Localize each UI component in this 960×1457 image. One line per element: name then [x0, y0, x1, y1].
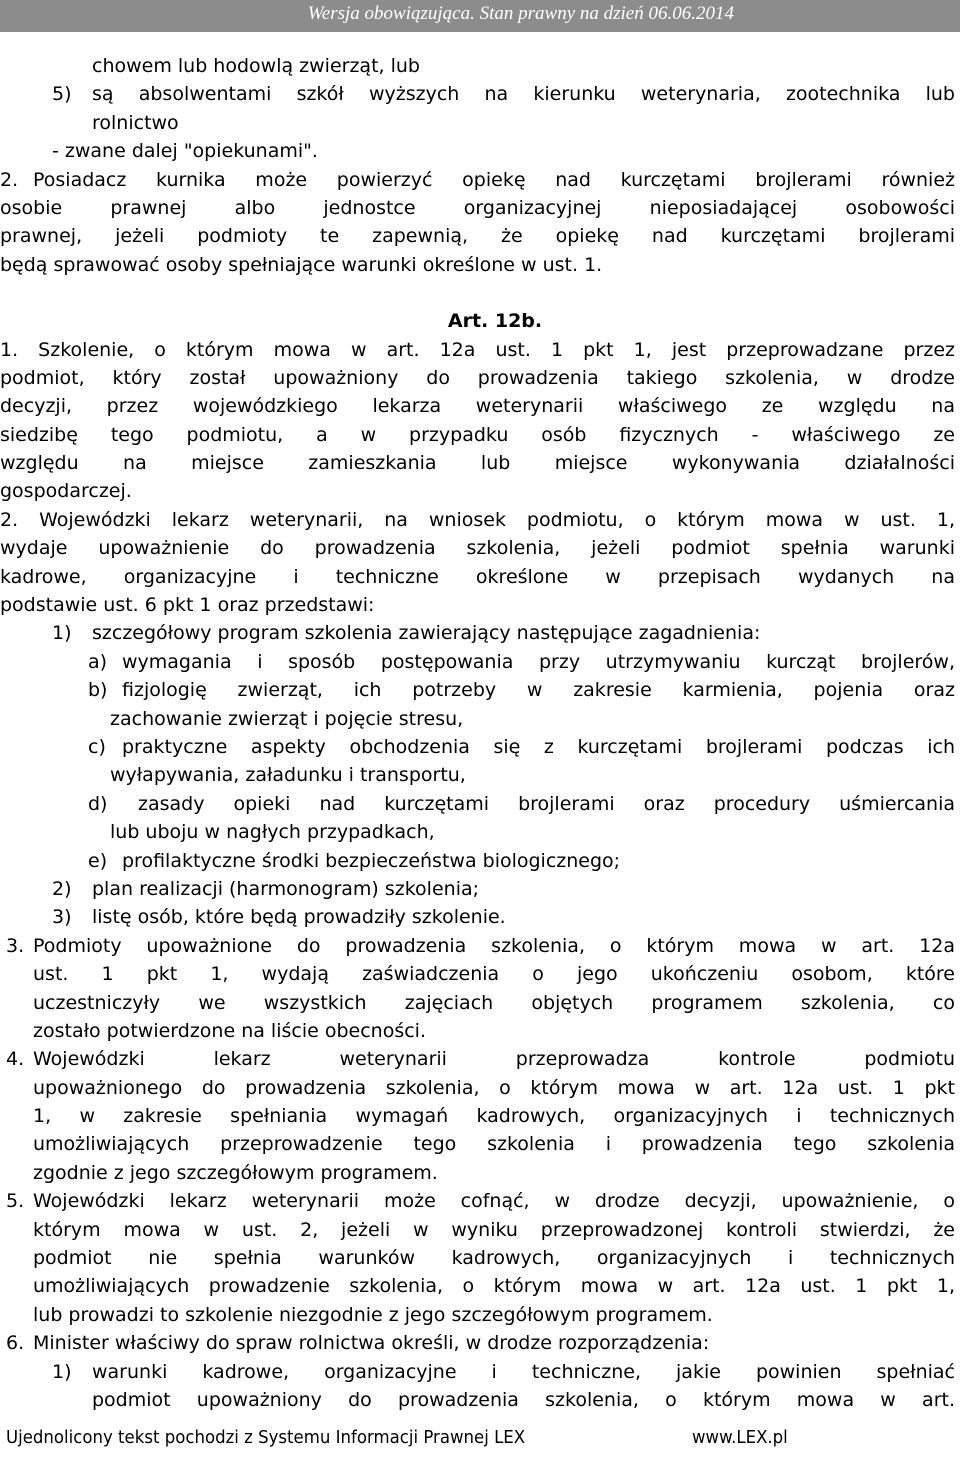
list-marker: b)	[88, 679, 108, 702]
text-line	[0, 847, 960, 875]
text-line	[0, 1386, 960, 1414]
text-line	[0, 1045, 960, 1073]
line-text: Minister właściwy do spraw rolnictwa określi, w drodze rozporządzenia:	[33, 1332, 710, 1355]
line-text: fizjologię zwierząt, ich potrzeby w zakresie karmienia, pojenia oraz	[122, 679, 955, 702]
line-text: zostało potwierdzone na liście obecności.	[33, 1019, 426, 1042]
text-line	[0, 619, 960, 647]
line-text: lub prowadzi to szkolenie niezgodnie z jego szczegółowym programem.	[33, 1303, 713, 1326]
line-text: rolnictwo	[92, 111, 179, 134]
list-marker: 3)	[52, 906, 72, 929]
line-text: Posiadacz kurnika może powierzyć opiekę nad kurczętami brojlerami również	[33, 168, 955, 191]
text-line	[0, 52, 960, 80]
list-marker: 4.	[6, 1048, 25, 1071]
text-line	[0, 591, 960, 619]
line-text: względu na miejsce zamieszkania lub miejsce wykonywania działalności	[0, 452, 955, 475]
line-text: są absolwentami szkół wyższych na kierunku weterynaria, zootechnika lub	[92, 83, 955, 106]
text-line	[0, 109, 960, 137]
text-line	[0, 80, 960, 108]
line-text: podstawie ust. 6 pkt 1 oraz przedstawi:	[0, 594, 375, 617]
line-text: wydaje upoważnienie do prowadzenia szkolenia, jeżeli podmiot spełnia warunki	[0, 537, 955, 560]
line-text: chowem lub hodowlą zwierząt, lub	[92, 55, 420, 77]
document-body	[0, 52, 960, 1414]
list-marker: e)	[88, 849, 108, 872]
list-marker: 1)	[52, 622, 72, 645]
text-line	[0, 761, 960, 789]
list-marker: 5)	[52, 83, 72, 106]
text-line	[0, 421, 960, 449]
text-line	[0, 166, 960, 194]
list-marker: 6.	[6, 1332, 25, 1355]
line-text: uczestniczyły we wszystkich zajęciach objętych programem szkolenia, co	[33, 991, 955, 1014]
line-text: 1, w zakresie spełniania wymagań kadrowych, organizacyjnych i technicznych	[33, 1105, 955, 1128]
footer-source: Ujednolicony tekst pochodzi z Systemu Informacji Prawnej LEX	[6, 1427, 526, 1448]
line-text: warunki kadrowe, organizacyjne i techniczne, jakie powinien spełniać	[92, 1360, 955, 1383]
text-line	[0, 137, 960, 165]
line-text: - zwane dalej "opiekunami".	[52, 140, 318, 163]
list-marker: c)	[88, 735, 106, 758]
line-text: decyzji, przez wojewódzkiego lekarza weterynarii właściwego ze względu na	[0, 395, 955, 418]
line-text: zachowanie zwierząt i pojęcie stresu,	[110, 707, 464, 730]
text-line	[0, 1187, 960, 1215]
text-line	[0, 392, 960, 420]
text-line	[0, 960, 960, 988]
line-text: siedzibę tego podmiotu, a w przypadku osób fizycznych - właściwego ze	[0, 423, 955, 446]
line-text: 1. Szkolenie, o którym mowa w art. 12a ust. 1 pkt 1, jest przeprowadzane przez	[0, 338, 955, 361]
text-line	[0, 1301, 960, 1329]
page-header	[0, 0, 960, 32]
text-line	[0, 477, 960, 505]
line-text: będą sprawować osoby spełniające warunki określone w ust. 1.	[0, 253, 603, 276]
text-line	[0, 251, 960, 279]
page-footer	[0, 1423, 960, 1457]
text-line	[0, 1017, 960, 1045]
line-text: zasady opieki nad kurczętami brojlerami oraz procedury uśmiercania	[138, 792, 955, 815]
line-text: Wojewódzki lekarz weterynarii może cofnąć, w drodze decyzji, upoważnienie, o	[33, 1190, 955, 1213]
line-text: 2. Wojewódzki lekarz weterynarii, na wniosek podmiotu, o którym mowa w ust. 1,	[0, 508, 955, 531]
line-text: osobie prawnej albo jednostce organizacyjnej nieposiadającej osobowości	[0, 196, 955, 219]
line-text: wymagania i sposób postępowania przy utrzymywaniu kurcząt brojlerów,	[122, 650, 955, 673]
line-text: praktyczne aspekty obchodzenia się z kurczętami brojlerami podczas ich	[122, 735, 955, 758]
list-marker: 2.	[0, 168, 19, 191]
text-line	[0, 506, 960, 534]
line-text: Wojewódzki lekarz weterynarii przeprowadza kontrole podmiotu	[33, 1048, 955, 1071]
text-line	[0, 1102, 960, 1130]
line-text: podmiot, który został upoważniony do prowadzenia takiego szkolenia, w drodze	[0, 366, 955, 389]
list-marker: 5.	[6, 1190, 25, 1213]
line-text: Podmioty upoważnione do prowadzenia szkolenia, o którym mowa w art. 12a	[33, 934, 955, 957]
text-line	[0, 1358, 960, 1386]
blank-line	[0, 279, 960, 307]
line-text: kadrowe, organizacyjne i techniczne określone w przepisach wydanych na	[0, 565, 955, 588]
text-line	[0, 336, 960, 364]
line-text: profilaktyczne środki bezpieczeństwa biologicznego;	[122, 849, 621, 872]
line-text: plan realizacji (harmonogram) szkolenia;	[92, 877, 480, 900]
line-text: zgodnie z jego szczegółowym programem.	[33, 1161, 438, 1184]
text-line	[0, 705, 960, 733]
text-line	[0, 222, 960, 250]
list-marker: a)	[88, 650, 108, 673]
text-line	[0, 1216, 960, 1244]
article-title: Art. 12b.	[447, 310, 543, 333]
line-text: umożliwiających prowadzenie szkolenia, o którym mowa w art. 12a ust. 1 pkt 1,	[33, 1275, 955, 1298]
text-line	[0, 733, 960, 761]
line-text: ust. 1 pkt 1, wydają zaświadczenia o jego ukończeniu osobom, które	[33, 963, 955, 986]
text-line	[0, 563, 960, 591]
text-line	[0, 1329, 960, 1357]
line-text: szczegółowy program szkolenia zawierający następujące zagadnienia:	[92, 622, 761, 645]
line-text: gospodarczej.	[0, 480, 132, 503]
version-stamp: Wersja obowiązująca. Stan prawny na dzień 06.06.2014	[307, 3, 734, 24]
line-text: podmiot upoważniony do prowadzenia szkolenia, o którym mowa w art.	[92, 1388, 955, 1411]
line-text: wyłapywania, załadunku i transportu,	[110, 764, 466, 787]
text-line	[0, 790, 960, 818]
line-text: listę osób, które będą prowadziły szkolenie.	[92, 906, 506, 929]
list-marker: 2)	[52, 877, 72, 900]
text-line	[0, 903, 960, 931]
list-marker: d)	[88, 792, 108, 815]
text-line	[0, 364, 960, 392]
text-line	[0, 449, 960, 477]
text-line	[0, 818, 960, 846]
text-line	[0, 534, 960, 562]
line-text: lub uboju w nagłych przypadkach,	[110, 821, 435, 844]
line-text: upoważnionego do prowadzenia szkolenia, o którym mowa w art. 12a ust. 1 pkt	[33, 1076, 955, 1099]
text-line	[0, 1074, 960, 1102]
text-line	[0, 1130, 960, 1158]
text-line	[0, 648, 960, 676]
list-marker: 3.	[6, 934, 25, 957]
text-line	[0, 676, 960, 704]
text-line	[0, 1244, 960, 1272]
text-line	[0, 194, 960, 222]
line-text: prawnej, jeżeli podmioty te zapewnią, że opiekę nad kurczętami brojlerami	[0, 225, 955, 248]
text-line	[0, 875, 960, 903]
line-text: podmiot nie spełnia warunków kadrowych, organizacyjnych i technicznych	[33, 1247, 955, 1270]
list-marker: 1)	[52, 1360, 72, 1383]
text-line	[0, 932, 960, 960]
line-text: którym mowa w ust. 2, jeżeli w wyniku przeprowadzonej kontroli stwierdzi, że	[33, 1218, 955, 1241]
footer-site-link[interactable]: www.LEX.pl	[692, 1427, 788, 1448]
text-line	[0, 1272, 960, 1300]
line-text: umożliwiających przeprowadzenie tego szkolenia i prowadzenia tego szkolenia	[33, 1133, 955, 1156]
text-line	[0, 1159, 960, 1187]
text-line	[0, 989, 960, 1017]
